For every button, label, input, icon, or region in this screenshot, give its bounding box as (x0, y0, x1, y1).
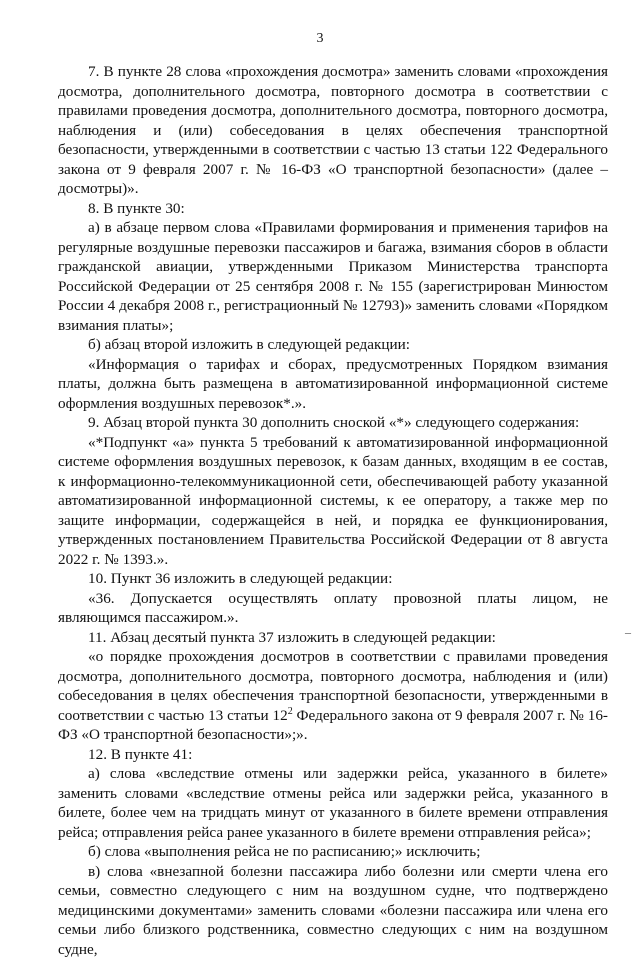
paragraph-item-12b: б) слова «выполнения рейса не по расписанию;» исключить; (58, 842, 608, 862)
paragraph-item-9-footnote: «*Подпункт «а» пункта 5 требований к автоматизированной информационной системе оформления воздушных перевозок, к базам данных, входящим в ее состав, к информационно-телекоммуникационной сети, обеспечивающей работу указанной автоматизированной информационной системы, к ее оператору, а также мер по защите информации, содержащейся в ней, и порядка ее функционирования, утвержденных постановлением Правительства Российской Федерации от 8 августа 2022 г. № 1393.». (58, 433, 608, 570)
paragraph-item-7: 7. В пункте 28 слова «прохождения досмотра» заменить словами «прохождения досмотра, дополнительного досмотра, повторного досмотра в соответствии с правилами проведения досмотра, дополнительного досмотра, повторного досмотра, наблюдения и (или) собеседования в целях обеспечения транспортной безопасности, утвержденными в соответствии с частью 13 статьи 122 Федерального закона от 9 февраля 2007 г. № 16-ФЗ «О транспортной безопасности» (далее – досмотры)». (58, 62, 608, 199)
paragraph-item-8b-quote: «Информация о тарифах и сборах, предусмотренных Порядком взимания платы, должна быть размещена в автоматизированной информационной системе оформления воздушных перевозок*.». (58, 355, 608, 414)
quote-text-end: Федерального закона от 9 февраля 2007 г. № 16-ФЗ «О транспортной безопасности»;». (58, 707, 608, 744)
paragraph-item-11: 11. Абзац десятый пункта 37 изложить в следующей редакции: (58, 628, 608, 648)
quote-text-start: «о порядке прохождения досмотров в соответствии с правилами проведения досмотра, дополнительного досмотра, повторного досмотра, наблюдения и (или) собеседования в целях обеспечения транспортной безопасности, утвержденными в соответствии с частью 13 статьи 12 (58, 648, 608, 724)
document-body (58, 62, 608, 959)
paragraph-item-8a: а) в абзаце первом слова «Правилами формирования и применения тарифов на регулярные воздушные перевозки пассажиров и багажа, взимания сборов в области гражданской авиации, утвержденными Приказом Министерства транспорта Российской Федерации от 25 сентября 2008 г. № 155 (зарегистрирован Минюстом России 4 декабря 2008 г., регистрационный № 12793)» заменить словами «Порядком взимания платы»; (58, 218, 608, 335)
paragraph-item-12a: а) слова «вследствие отмены или задержки рейса, указанного в билете» заменить словами «вследствие отмены рейса или задержки рейса, указанного в билете, более чем на тридцать минут от указанного в билете времени отправления рейса; отправления рейса ранее указанного в билете времени отправления рейса»; (58, 764, 608, 842)
margin-dash-mark: – (625, 626, 631, 638)
paragraph-item-8: 8. В пункте 30: (58, 199, 608, 219)
paragraph-item-12v: в) слова «внезапной болезни пассажира либо болезни или смерти члена его семьи, совместно следующего с ним на воздушном судне, что подтверждено медицинскими документами» заменить словами «болезни пассажира или члена его семьи либо близкого родственника, совместно следующих с ним на воздушном судне, (58, 862, 608, 959)
superscript-two: 2 (288, 706, 293, 717)
paragraph-item-10-quote: «36. Допускается осуществлять оплату провозной платы лицом, не являющимся пассажиром.». (58, 589, 608, 628)
paragraph-item-12: 12. В пункте 41: (58, 745, 608, 765)
paragraph-item-8b: б) абзац второй изложить в следующей редакции: (58, 335, 608, 355)
paragraph-item-10: 10. Пункт 36 изложить в следующей редакции: (58, 569, 608, 589)
page-number: 3 (0, 31, 640, 47)
paragraph-item-9: 9. Абзац второй пункта 30 дополнить сноской «*» следующего содержания: (58, 413, 608, 433)
paragraph-item-11-quote (58, 647, 608, 745)
